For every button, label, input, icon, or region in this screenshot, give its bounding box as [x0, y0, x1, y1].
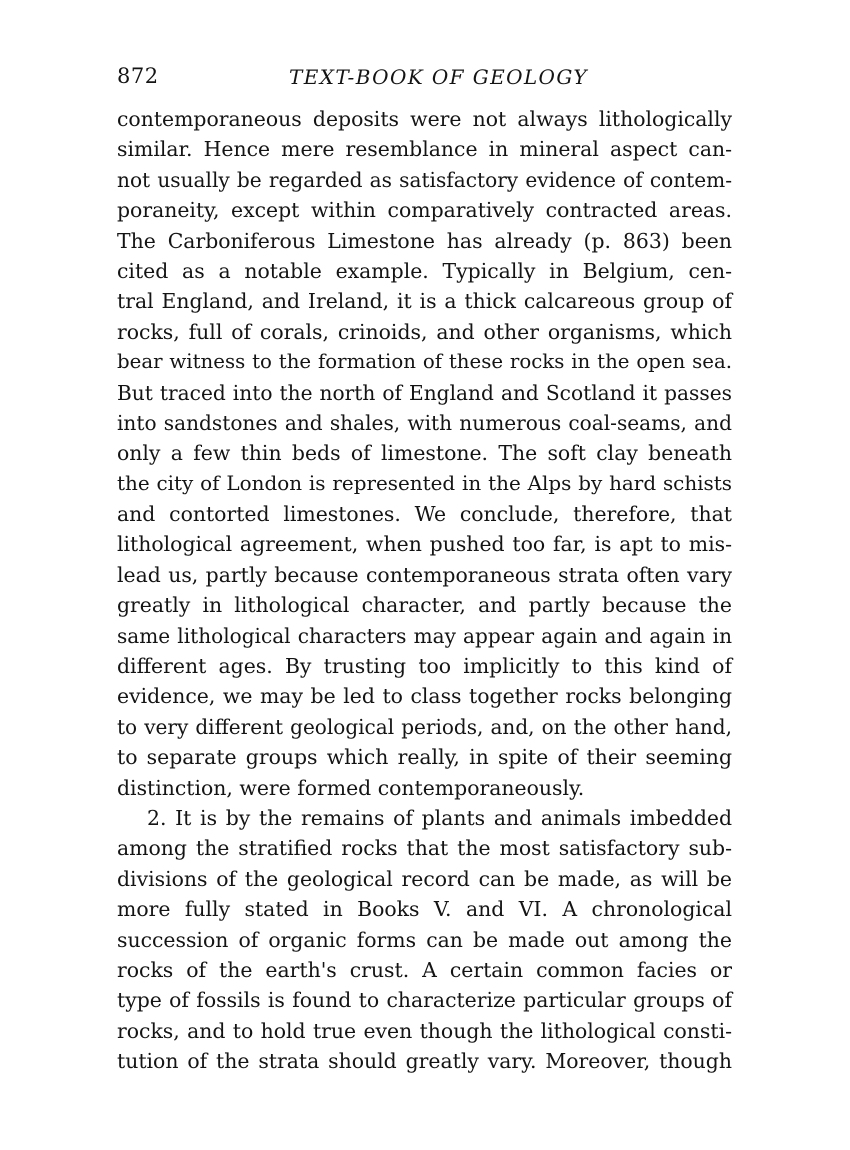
- text-line: only a few thin beds of limestone. The soft clay beneath: [117, 441, 732, 466]
- text-line: rocks of the earth's crust. A certain common facies or: [117, 957, 732, 982]
- paragraph-1: [117, 104, 732, 803]
- text-line: distinction, were formed contemporaneously.: [117, 775, 585, 800]
- text-line: tution of the strata should greatly vary. Moreover, though: [117, 1049, 732, 1074]
- text-line: lead us, partly because contemporaneous strata often vary: [117, 562, 732, 587]
- text-line: rocks, full of corals, crinoids, and other organisms, which: [117, 319, 732, 344]
- text-line: lithological agreement, when pushed too far, is apt to mis-: [117, 532, 732, 557]
- text-line: rocks, and to hold true even though the lithological consti-: [117, 1018, 732, 1043]
- book-page: [117, 64, 732, 1077]
- text-line: the city of London is represented in the Alps by hard schists: [117, 471, 732, 495]
- text-line: to separate groups which really, in spite of their seeming: [117, 745, 732, 770]
- text-line: divisions of the geological record can be made, as will be: [117, 866, 732, 891]
- text-line: more fully stated in Books V. and VI. A chronological: [117, 897, 732, 922]
- text-line: bear witness to the formation of these rocks in the open sea.: [117, 350, 732, 374]
- text-line: different ages. By trusting too implicitly to this kind of: [117, 654, 732, 679]
- text-line: into sandstones and shales, with numerous coal-seams, and: [117, 410, 732, 435]
- text-line: to very different geological periods, and, on the other hand,: [117, 714, 732, 739]
- text-line: The Carboniferous Limestone has already (p. 863) been: [117, 228, 732, 253]
- text-line: But traced into the north of England and Scotland it passes: [117, 380, 732, 405]
- text-line: evidence, we may be led to class together rocks belonging: [117, 684, 732, 709]
- running-head: [117, 64, 732, 94]
- text-line: tral England, and Ireland, it is a thick calcareous group of: [117, 289, 732, 314]
- text-line: greatly in lithological character, and partly because the: [117, 593, 732, 618]
- text-line: similar. Hence mere resemblance in mineral aspect can-: [117, 137, 732, 162]
- paragraph-2: [117, 803, 732, 1077]
- text-line: poraneity, except within comparatively contracted areas.: [117, 198, 732, 223]
- text-line: cited as a notable example. Typically in Belgium, cen-: [117, 258, 732, 283]
- text-line: and contorted limestones. We conclude, therefore, that: [117, 502, 732, 527]
- running-title: TEXT-BOOK OF GEOLOGY: [289, 65, 588, 89]
- text-line: 2. It is by the remains of plants and animals imbedded: [147, 805, 732, 830]
- text-line: same lithological characters may appear again and again in: [117, 623, 732, 648]
- text-line: among the stratified rocks that the most satisfactory sub-: [117, 836, 732, 861]
- body-text: [117, 104, 732, 1077]
- text-line: succession of organic forms can be made out among the: [117, 927, 732, 952]
- text-line: not usually be regarded as satisfactory evidence of contem-: [117, 167, 732, 192]
- page-number: 872: [117, 64, 159, 88]
- text-line: contemporaneous deposits were not always lithologically: [117, 107, 732, 131]
- text-line: type of fossils is found to characterize particular groups of: [117, 988, 732, 1013]
